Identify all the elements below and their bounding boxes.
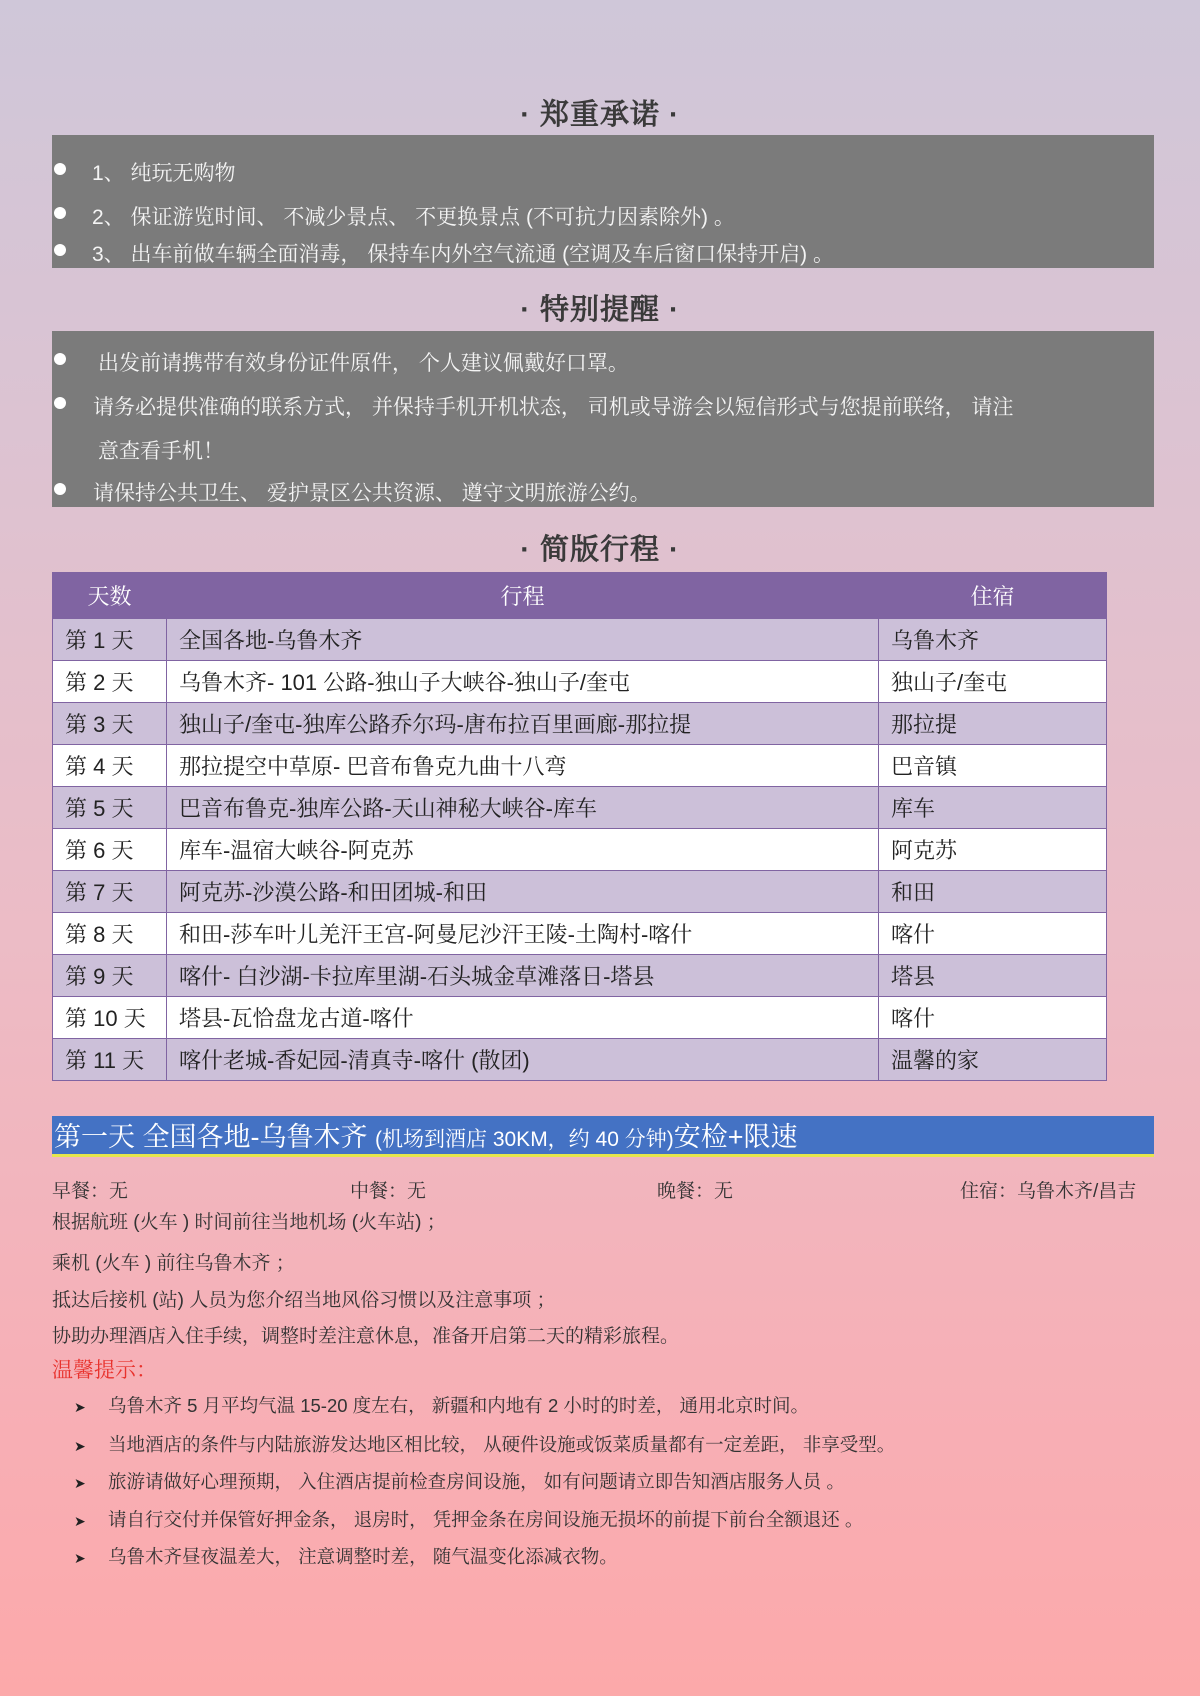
stay-cell: 温馨的家 [879,1039,1107,1081]
route-cell: 乌鲁木齐- 101 公路-独山子大峡谷-独山子/奎屯 [167,661,879,703]
stay-cell: 库车 [879,787,1107,829]
day1-heading-main: 第一天 全国各地-乌鲁木齐 [54,1122,375,1152]
reminder-box: 出发前请携带有效身份证件原件， 个人建议佩戴好口罩。 请务必提供准确的联系方式， 并保持手机开机状态， 司机或导游会以短信形式与您提前联络， 请注 意查看手机！ 请保持公共卫生、 爱护景区公共资源、 遵守文明旅游公约。 [52,331,1154,507]
day-cell: 第 1 天 [53,619,167,661]
stay-cell: 喀什 [879,913,1107,955]
bullet-dot-icon [54,163,66,175]
tip-item: ➤ 旅游请做好心理预期， 入住酒店提前检查房间设施， 如有问题请立即告知酒店服务人员 。 [74,1471,845,1492]
table-row [53,913,1107,955]
day1-heading-tail: 安检+限速 [673,1122,798,1152]
bullet-dot-icon [54,353,66,365]
stay-cell: 独山子/奎屯 [879,661,1107,703]
dinner-label: 晚餐：无 [657,1181,734,1202]
itinerary-table [52,572,1107,1081]
reminder-title: · 特别提醒 · [520,294,680,326]
table-row [53,745,1107,787]
arrow-bullet-icon: ➤ [74,1513,86,1529]
route-cell: 喀什老城-香妃园-清真寺-喀什 (散团) [167,1039,879,1081]
arrow-bullet-icon: ➤ [74,1438,86,1454]
day-cell: 第 3 天 [53,703,167,745]
day-cell: 第 4 天 [53,745,167,787]
bullet-dot-icon [54,483,66,495]
route-cell: 和田-莎车叶儿羌汗王宫-阿曼尼沙汗王陵-土陶村-喀什 [167,913,879,955]
day-cell: 第 7 天 [53,871,167,913]
tip-item: ➤ 乌鲁木齐 5 月平均气温 15-20 度左右， 新疆和内地有 2 小时的时差， 通用北京时间。 [74,1395,810,1416]
table-row [53,829,1107,871]
day-cell: 第 6 天 [53,829,167,871]
stay-cell: 塔县 [879,955,1107,997]
route-cell: 库车-温宿大峡谷-阿克苏 [167,829,879,871]
tips-title: 温馨提示： [52,1359,157,1382]
table-row [53,703,1107,745]
header-day: 天数 [53,573,167,619]
day-cell: 第 5 天 [53,787,167,829]
lunch-label: 中餐：无 [350,1181,427,1202]
lodging-label: 住宿：乌鲁木齐/昌吉 [960,1181,1137,1202]
stay-cell: 巴音镇 [879,745,1107,787]
stay-cell: 那拉提 [879,703,1107,745]
day1-paragraph: 乘机 (火车 ) 前往乌鲁木齐 ； [52,1253,295,1274]
day1-paragraph: 抵达后接机 (站) 人员为您介绍当地风俗习惯以及注意事项 ； [52,1290,556,1311]
breakfast-label: 早餐：无 [52,1181,129,1202]
arrow-bullet-icon: ➤ [74,1475,86,1491]
promise-box: 1、 纯玩无购物 2、 保证游览时间、 不减少景点、 不更换景点 (不可抗力因素除外) 。 3、 出车前做车辆全面消毒， 保持车内外空气流通 (空调及车后窗口保持开启) 。 [52,135,1154,268]
itinerary-title: · 简版行程 · [520,534,680,566]
header-route: 行程 [167,573,879,619]
table-header-row [53,573,1107,619]
day1-heading-note: (机场到酒店 30KM，约 40 分钟) [375,1128,674,1151]
stay-cell: 喀什 [879,997,1107,1039]
day-cell: 第 9 天 [53,955,167,997]
stay-cell: 和田 [879,871,1107,913]
day-cell: 第 8 天 [53,913,167,955]
bullet-dot-icon [54,207,66,219]
table-row [53,997,1107,1039]
tip-item: ➤ 当地酒店的条件与内陆旅游发达地区相比较， 从硬件设施或饭菜质量都有一定差距， 非享受型。 [74,1434,896,1455]
table-row [53,871,1107,913]
day1-paragraph: 协助办理酒店入住手续，调整时差注意休息，准备开启第二天的精彩旅程。 [52,1326,680,1347]
table-row [53,787,1107,829]
day-cell: 第 2 天 [53,661,167,703]
tip-item: ➤ 请自行交付并保管好押金条， 退房时， 凭押金条在房间设施无损坏的前提下前台全额退还 。 [74,1509,864,1530]
stay-cell: 阿克苏 [879,829,1107,871]
promise-title: · 郑重承诺 · [520,99,680,131]
table-row [53,1039,1107,1081]
route-cell: 独山子/奎屯-独库公路乔尔玛-唐布拉百里画廊-那拉提 [167,703,879,745]
route-cell: 阿克苏-沙漠公路-和田团城-和田 [167,871,879,913]
day1-paragraph: 根据航班 (火车 ) 时间前往当地机场 (火车站) ； [52,1212,446,1233]
route-cell: 喀什- 白沙湖-卡拉库里湖-石头城金草滩落日-塔县 [167,955,879,997]
route-cell: 那拉提空中草原- 巴音布鲁克九曲十八弯 [167,745,879,787]
route-cell: 全国各地-乌鲁木齐 [167,619,879,661]
tip-item: ➤ 乌鲁木齐昼夜温差大， 注意调整时差， 随气温变化添减衣物。 [74,1546,618,1567]
table-row [53,619,1107,661]
arrow-bullet-icon: ➤ [74,1550,86,1566]
stay-cell: 乌鲁木齐 [879,619,1107,661]
bullet-dot-icon [54,397,66,409]
day1-heading [52,1116,1154,1157]
route-cell: 巴音布鲁克-独库公路-天山神秘大峡谷-库车 [167,787,879,829]
day-cell: 第 11 天 [53,1039,167,1081]
table-row [53,955,1107,997]
table-row [53,661,1107,703]
arrow-bullet-icon: ➤ [74,1399,86,1415]
header-stay: 住宿 [879,573,1107,619]
bullet-dot-icon [54,244,66,256]
route-cell: 塔县-瓦恰盘龙古道-喀什 [167,997,879,1039]
day-cell: 第 10 天 [53,997,167,1039]
